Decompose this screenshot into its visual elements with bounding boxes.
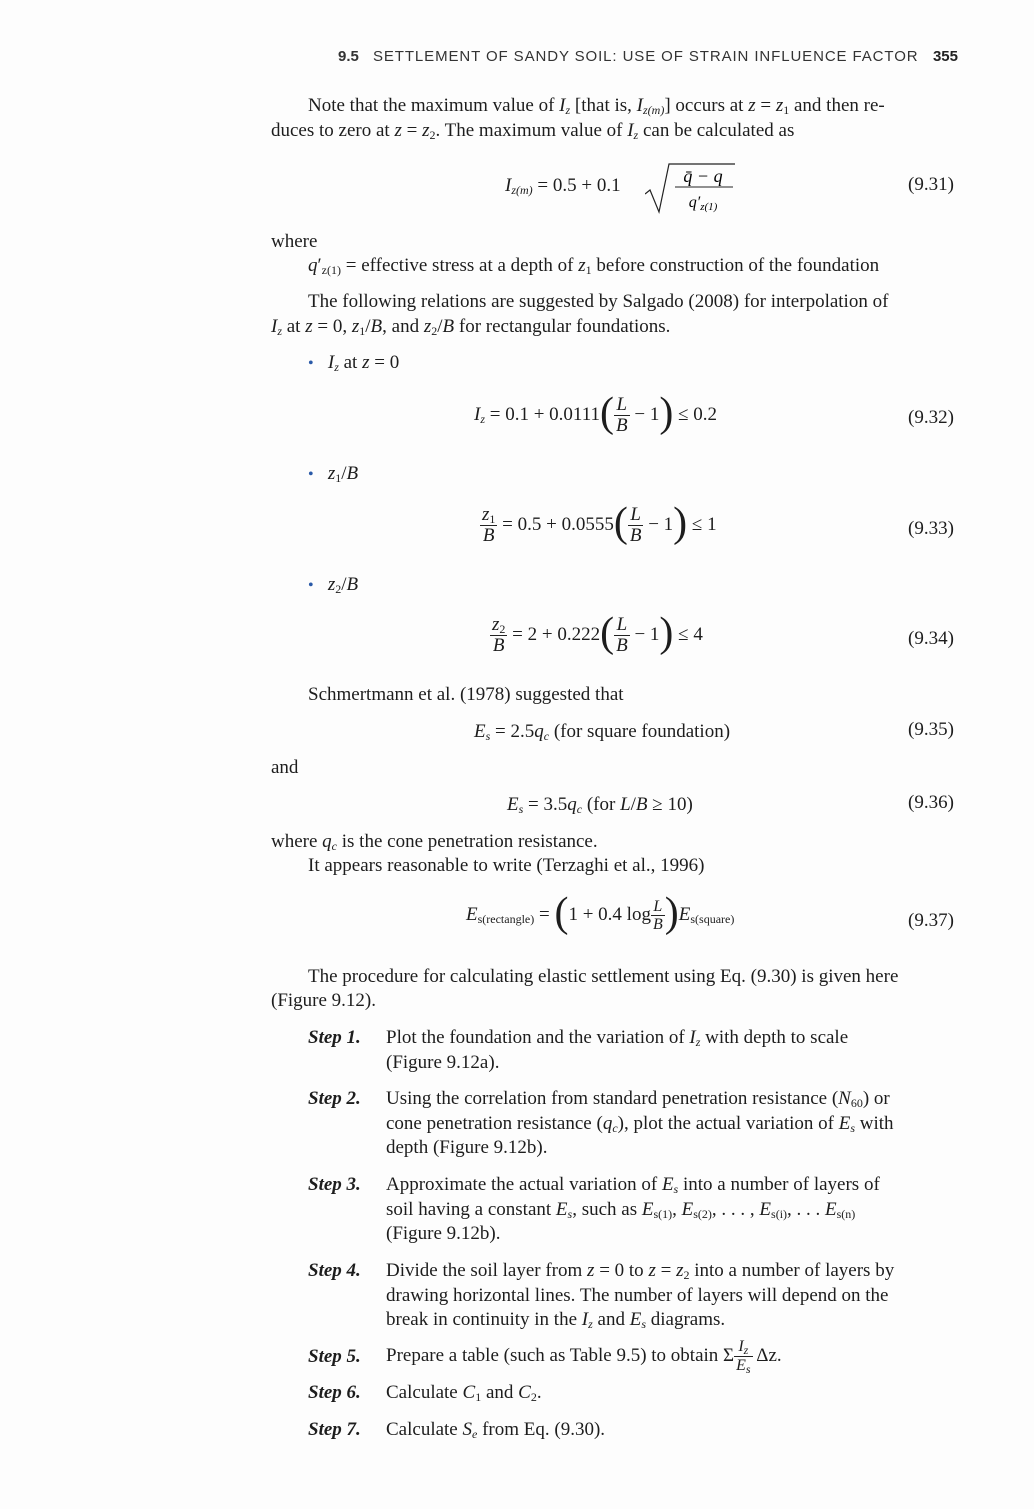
section-number: 9.5 [338,48,359,65]
equation-9-34: $\frac{z_2}{B}$ = 2 + 0.222( $\frac{L}{B}$ − 1) ≤ 4 [492,609,703,656]
step-label: Step 4. [308,1260,361,1281]
step-label: Step 3. [308,1174,361,1195]
equation-9-33: $\frac{z_1}{B}$ = 0.5 + 0.0555( $\frac{L}{B}$ − 1) ≤ 1 [482,499,717,546]
bullet-item: • $z_2/B$ [308,574,359,596]
paragraph-line: Note that the maximum value of $I_z$ [that is, $I_{z(m)}$] occurs at $z = z_1$ and then re- [308,95,885,117]
equation-number: (9.36) [908,792,954,813]
page-number: 355 [932,48,958,65]
step-text: soil having a constant $E_s$, such as $E_{s(1)}$, $E_{s(2)}$, . . . , $E_{s(i)}$, . . . $E_{s(n)}$ [386,1199,856,1221]
step-text: Prepare a table (such as Table 9.5) to obtain Σ $\frac{I_z}{E_s}$ Δz. [386,1338,782,1377]
where-label: where [271,231,318,252]
svg-text:q̄ − q: q̄ − q [683,166,723,186]
bullet-item: • $z_1/B$ [308,463,359,485]
paragraph-line: where $q_c$ is the cone penetration resistance. [271,831,598,853]
equation-9-35: $E_s = 2.5q_c$ (for square foundation) [474,721,731,743]
step-text: Calculate $C_1$ and $C_2$. [386,1382,542,1404]
bullet-icon: • [308,355,314,372]
step-text: (Figure 9.12b). [386,1223,501,1244]
equation-number: (9.31) [908,174,954,195]
equation-number: (9.37) [908,910,954,931]
equation-number: (9.32) [908,407,954,428]
equation-9-36: $E_s = 3.5q_c$ (for L/B ≥ 10) [507,794,693,816]
equation-number: (9.33) [908,518,954,539]
equation-9-32: $I_z = 0.1 + 0.0111$( $\frac{L}{B}$ − 1) ≤ 0.2 [474,389,718,436]
paragraph-line: The procedure for calculating elastic settlement using Eq. (9.30) is given here [308,966,899,987]
paragraph-line: duces to zero at $z = z_2$. The maximum value of $I_z$ can be calculated as [271,120,795,142]
bullet-item: • $I_z$ at z = 0 [308,352,400,374]
step-text: Approximate the actual variation of $E_s$ into a number of layers of [386,1174,880,1196]
equation-9-37: $E_{s(rectangle)} = (1 + 0.4$ log $\frac{L}{B}$ )$E_{s(square)}$ [466,889,735,936]
step-text: (Figure 9.12a). [386,1052,500,1073]
square-root-sign [645,160,735,216]
step-label: Step 2. [308,1088,361,1109]
step-label: Step 6. [308,1382,361,1403]
step-text: break in continuity in the $I_z$ and $E_s$ diagrams. [386,1309,726,1331]
step-text: Plot the foundation and the variation of $I_z$ with depth to scale [386,1027,849,1049]
step-text: Divide the soil layer from z = 0 to $z = z_2$ into a number of layers by [386,1260,895,1282]
equation-number: (9.34) [908,628,954,649]
equation-number: (9.35) [908,719,954,740]
step-label: Step 1. [308,1027,361,1048]
paragraph-line: It appears reasonable to write (Terzaghi et al., 1996) [308,855,705,876]
step-label: Step 7. [308,1419,361,1440]
section-title: SETTLEMENT OF SANDY SOIL: USE OF STRAIN INFLUENCE FACTOR [373,48,919,65]
step-label: Step 5. [308,1346,361,1367]
step-text: Calculate $S_e$ from Eq. (9.30). [386,1419,606,1441]
bullet-icon: • [308,466,314,483]
paragraph-line: Schmertmann et al. (1978) suggested that [308,684,624,705]
and-label: and [271,757,299,778]
step-text: drawing horizontal lines. The number of layers will depend on the [386,1285,889,1306]
step-text: cone penetration resistance $(q_c)$, plot the actual variation of $E_s$ with [386,1113,894,1135]
paragraph-line: (Figure 9.12). [271,990,377,1011]
running-header [338,48,958,70]
variable-definition: $q'_{z(1)}$ = effective stress at a depth of $z_1$ before construction of the foundation [308,255,880,277]
step-text: depth (Figure 9.12b). [386,1137,548,1158]
paragraph-line: $I_z$ at z = 0, $z_1/B$, and $z_2/B$ for rectangular foundations. [271,316,671,338]
step-text: Using the correlation from standard penetration resistance $(N_{60})$ or [386,1088,890,1110]
svg-text:q′z(1): q′z(1) [688,194,718,213]
paragraph-line: The following relations are suggested by Salgado (2008) for interpolation of [308,291,889,312]
bullet-icon: • [308,577,314,594]
